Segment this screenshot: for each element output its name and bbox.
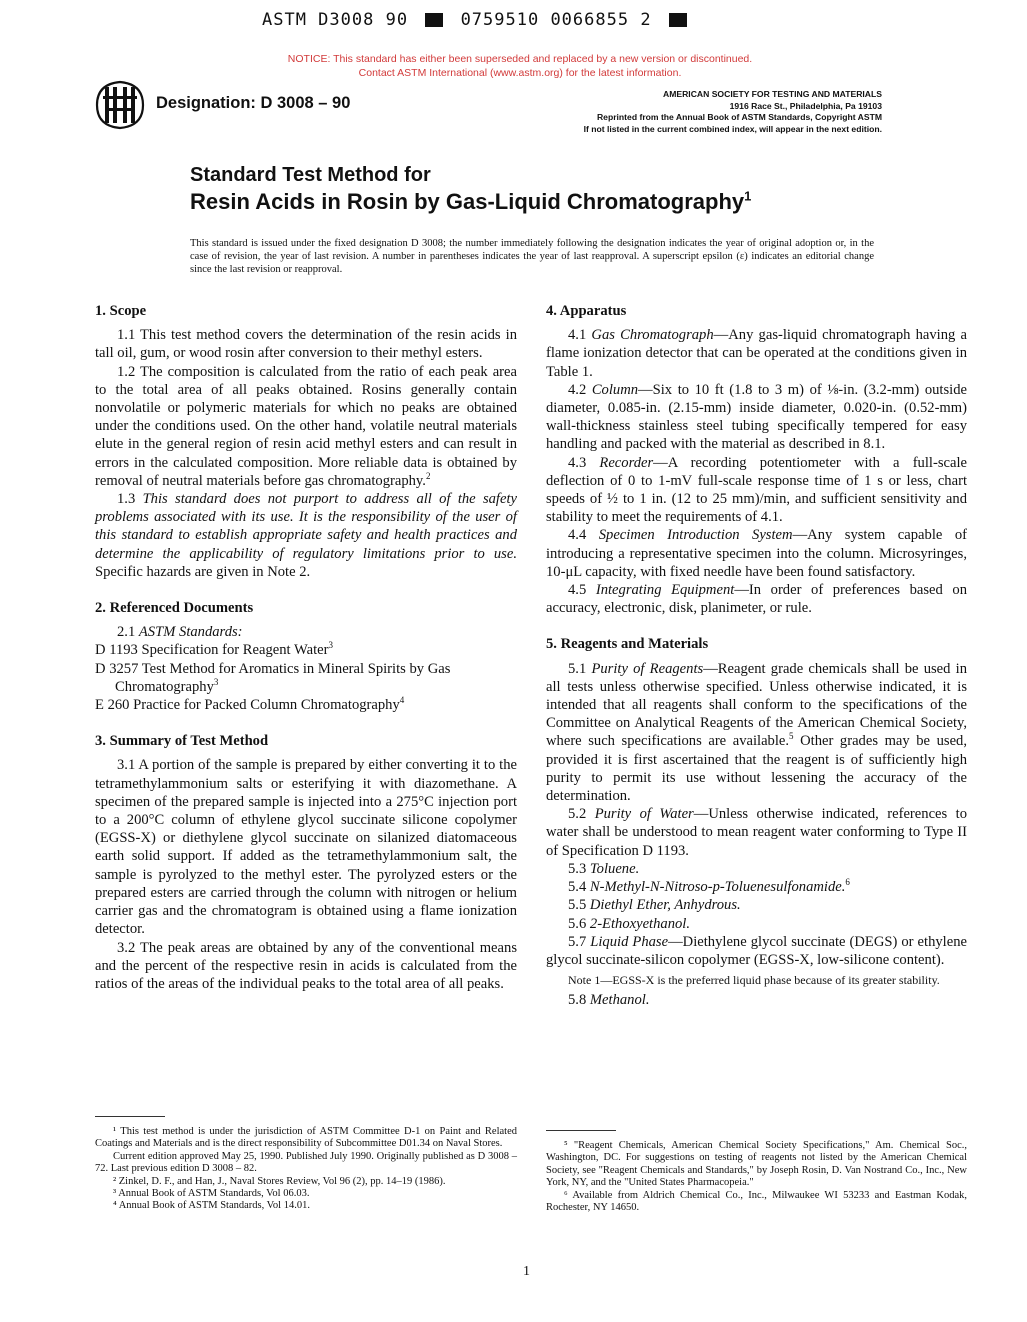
section-heading-reagents: 5. Reagents and Materials: [546, 636, 709, 653]
footnote-ref: 3: [328, 640, 333, 651]
reference-d1193: [95, 641, 517, 659]
para-term: Specimen Introduction System: [598, 527, 793, 544]
scanline-mid: 0759510 0066855 2: [460, 10, 652, 30]
para-term: Gas Chromatograph: [591, 327, 714, 344]
para-text: —In order of preferences based on accuracy, electronic, disk, planimeter, or rule.: [546, 582, 967, 617]
paragraph-4-5: [546, 581, 967, 617]
paragraph-4-2: [546, 381, 967, 454]
paragraph-4-4: [546, 526, 967, 581]
scan-block-mark: [425, 13, 443, 27]
para-text: —A recording potentiometer with a full-scale deflection of 0 to 1-mV full-scale response time of 1 s or less, chart speeds of ½ to 1 in. (12 to 25 mm)/min, and sufficient sensitivity and stability to meet the requirements of 4.1.: [546, 454, 967, 526]
astm-logo: [93, 78, 147, 132]
paragraph-5-3: [546, 860, 967, 878]
notice-banner: [200, 52, 840, 80]
footnote-ref: 6: [845, 877, 850, 888]
para-term: Integrating Equipment: [595, 582, 735, 599]
para-num: 5.7: [568, 933, 591, 950]
reference-text: D 1193 Specification for Reagent Water: [95, 642, 329, 659]
reference-text: E 260 Practice for Packed Column Chromatography: [95, 697, 400, 714]
para-num: 5.4: [568, 879, 590, 896]
title-line-1: Standard Test Method for: [190, 164, 431, 186]
footnote-ref: 4: [399, 695, 405, 706]
astm-standards-label: ASTM Standards:: [138, 624, 243, 641]
para-text: —Any system capable of introducing a representative specimen into the column. Microsyringes, 10-μL capacity, with fixed needle have been found satisfactory.: [546, 527, 967, 580]
paragraph-1-1: 1.1 This test method covers the determination of the resin acids in tall oil, gum, or wood rosin after conversion to their methyl esters.: [95, 327, 517, 362]
para-text: —Six to 10 ft (1.8 to 3 m) of ⅛-in. (3.2-mm) outside diameter, 0.085-in. (2.15-mm) inside diameter, 0.020-in. (0.52-mm) wall-thickness stainless steel tubing specifically tempered for easy handling and packed with the material as described in 8.1.: [546, 381, 967, 453]
para-term: Purity of Water: [594, 806, 694, 823]
paragraph-1-3: [95, 490, 517, 581]
designation: Designation: D 3008 – 90: [156, 94, 351, 112]
paragraph-5-8: [546, 991, 967, 1009]
notice-line-2: Contact ASTM International (www.astm.org) for the latest information.: [358, 67, 682, 79]
title-main: Resin Acids in Rosin by Gas-Liquid Chromatography: [190, 189, 745, 214]
footnotes-left: [95, 1126, 517, 1213]
para-term: 2-Ethoxyethanol.: [589, 915, 690, 932]
reference-d3257: [95, 660, 517, 696]
society-name: AMERICAN SOCIETY FOR TESTING AND MATERIALS: [663, 89, 882, 99]
para-term: N-Methyl-N-Nitroso-p-Toluenesulfonamide.: [589, 879, 846, 896]
para-num: 5.1: [568, 660, 592, 677]
para-term: Methanol.: [589, 992, 650, 1009]
footnote-5: ⁵ "Reagent Chemicals, American Chemical Society Specifications," Am. Chemical Soc., Washington, DC. For suggestions on testing of reagents not listed by the American Chemical Society, see "Reagent Chemicals and Standards," by Joseph Rosin, D. Van Nostrand Co., Inc., New York, NY, and the "United States Pharmacopeia.": [546, 1140, 967, 1189]
para-num: 5.2: [568, 806, 595, 823]
para-num: 4.1: [568, 327, 592, 344]
para-term: Purity of Reagents: [591, 660, 704, 677]
safety-caveat: This standard does not purport to address all of the safety problems associated with its use. It is the responsibility of the user of this standard to establish appropriate safety and health practices and determine the applicability of regulatory limitations prior to use.: [95, 491, 517, 562]
reference-e260: [95, 696, 517, 714]
notice-line-1: NOTICE: This standard has either been superseded and replaced by a new version or discontinued.: [287, 53, 753, 65]
scan-block-mark: [669, 13, 687, 27]
society-reprint: Reprinted from the Annual Book of ASTM Standards, Copyright ASTM: [596, 112, 882, 122]
left-column: [95, 302, 517, 993]
footnote-rule-right: [546, 1130, 616, 1131]
para-term: Column: [591, 381, 639, 398]
footnote-2: ² Zinkel, D. F., and Han, J., Naval Stores Review, Vol 96 (2), pp. 14–19 (1986).: [113, 1175, 446, 1187]
para-term: Recorder: [599, 454, 654, 471]
footnote-rule-left: [95, 1116, 165, 1117]
para-tail: Other grades may be used, provided it is first ascertained that the reagent is of sufficiently high purity to permit its use without lessening the accuracy of the determination.: [546, 733, 967, 805]
para-term: Liquid Phase: [590, 933, 669, 950]
paragraph-5-1: [546, 660, 967, 806]
para-num: 4.5: [568, 582, 596, 599]
paragraph-5-2: [546, 805, 967, 860]
para-num: 5.3: [568, 860, 590, 877]
footnote-6: ⁶ Available from Aldrich Chemical Co., Inc., Milwaukee WI 53233 and Eastman Kodak, Rochester, NY 14650.: [546, 1189, 967, 1214]
para-tail: Specific hazards are given in Note 2.: [95, 563, 311, 580]
paragraph-4-1: [546, 326, 967, 381]
para-num: 4.2: [568, 381, 592, 398]
para-num: 5.5: [568, 897, 590, 914]
footnote-ref: 2: [425, 470, 431, 481]
paragraph-5-4: [546, 878, 967, 896]
paragraph-1-2: [95, 363, 517, 490]
title-footnote-mark: 1: [744, 188, 752, 204]
para-num: 4.3: [568, 454, 600, 471]
paragraph-3-2: 3.2 The peak areas are obtained by any of the conventional means and the percent of the respective resin in acids is calculated from the ratios of the areas of the individual peaks to the total area of all peaks.: [95, 939, 517, 992]
paragraph-4-3: [546, 454, 967, 527]
right-column: [546, 302, 967, 1009]
para-num: 2.1: [117, 624, 139, 641]
reference-text: D 3257 Test Method for Aromatics in Mineral Spirits by Gas Chromatography: [95, 660, 451, 695]
footnote-3: ³ Annual Book of ASTM Standards, Vol 06.03.: [113, 1188, 310, 1200]
section-heading-summary: 3. Summary of Test Method: [95, 733, 269, 750]
title-line-2: [190, 189, 751, 215]
scanline-left: ASTM D3008 90: [262, 10, 409, 30]
para-num: 5.6: [568, 915, 590, 932]
para-text: —Reagent grade chemicals shall be used in all tests unless otherwise specified. Unless otherwise indicated, it is intended that all reagents shall conform to the specifications of the Committee on Analytical Reagents of the American Chemical Society, where such specifications are available.: [546, 660, 968, 750]
footnote-ref: 3: [213, 677, 219, 687]
section-heading-refdocs: 2. Referenced Documents: [95, 600, 254, 617]
society-listing: If not listed in the current combined index, will appear in the next edition.: [583, 123, 882, 134]
footnotes-right: [546, 1140, 967, 1214]
footnote-ref: 5: [789, 731, 794, 742]
para-term: Diethyl Ether, Anhydrous.: [589, 897, 741, 914]
para-text: —Any gas-liquid chromatograph having a flame ionization detector that can be operated at the conditions given in Table 1.: [546, 327, 967, 380]
paragraph-5-6: [546, 915, 967, 933]
para-num: 5.8: [568, 992, 590, 1009]
footnote-1b: Current edition approved May 25, 1990. Published July 1990. Originally published as D 3008 – 72. Last previous edition D 3008 – 82.: [95, 1150, 517, 1175]
page-number: 1: [523, 1264, 530, 1279]
section-heading-scope: 1. Scope: [95, 303, 147, 319]
note-1: Note 1—EGSS-X is the preferred liquid phase because of its greater stability.: [568, 973, 940, 988]
para-num: 1.3: [117, 491, 143, 508]
paragraph-5-7: [546, 933, 967, 969]
para-text: —Diethylene glycol succinate (DEGS) or ethylene glycol succinate-silicon copolymer (EGSS-X, low-silicone content).: [546, 933, 967, 968]
paragraph-1-2-text: 1.2 The composition is calculated from the ratio of each peak area to the total area of all peaks obtained. Rosins generally contain nonvolatile or polymeric materials for which no peaks are obtained under the conditions used. On the other hand, volatile neutral materials elute in the general region of resin acid methyl esters and can result in errors in the calculated composition. More reliable data is obtained by removal of neutral materials before gas chromatography.: [95, 363, 517, 489]
scan-header-line: [262, 10, 693, 30]
paragraph-5-5: [546, 896, 967, 914]
society-block: [540, 89, 882, 135]
section-heading-apparatus: 4. Apparatus: [546, 303, 627, 319]
footnote-1: ¹ This test method is under the jurisdiction of ASTM Committee D-1 on Paint and Related Coatings and Materials and is the direct responsibility of Subcommittee D01.34 on Naval Stores.: [95, 1126, 517, 1150]
para-term: Toluene.: [589, 860, 640, 877]
society-address: 1916 Race St., Philadelphia, Pa 19103: [729, 100, 882, 111]
paragraph-3-1: 3.1 A portion of the sample is prepared by either converting it to the tetramethylammonium salts or esterifying it with diazomethane. A specimen of the prepared sample is injected into a 275°C injection port to a 200°C column of ethylene glycol succinate silicone copolymer (EGSS-X) or diethylene glycol succinate on silanized diatomaceous earth solid support. If added as the tetramethylammonium salt, the sample is pyrolyzed to the methyl ester. The pyrolyzed esters or the prepared esters are carried through the column with nitrogen or helium carrier gas and the chromatogram is obtained using a flame ionization detector.: [95, 757, 517, 938]
standard-intro: This standard is issued under the fixed designation D 3008; the number immediately following the designation indicates the year of original adoption or, in the case of revision, the year of last revision. A number in parentheses indicates the year of last reapproval. A superscript epsilon (ε) indicates an editorial change since the last revision or reapproval.: [190, 238, 874, 275]
para-text: —Unless otherwise indicated, references to water shall be understood to mean reagent water conforming to Type II of Specification D 1193.: [546, 806, 967, 859]
footnote-4: ⁴ Annual Book of ASTM Standards, Vol 14.01.: [113, 1200, 310, 1212]
para-num: 4.4: [568, 527, 599, 544]
paragraph-2-1: [95, 623, 517, 641]
